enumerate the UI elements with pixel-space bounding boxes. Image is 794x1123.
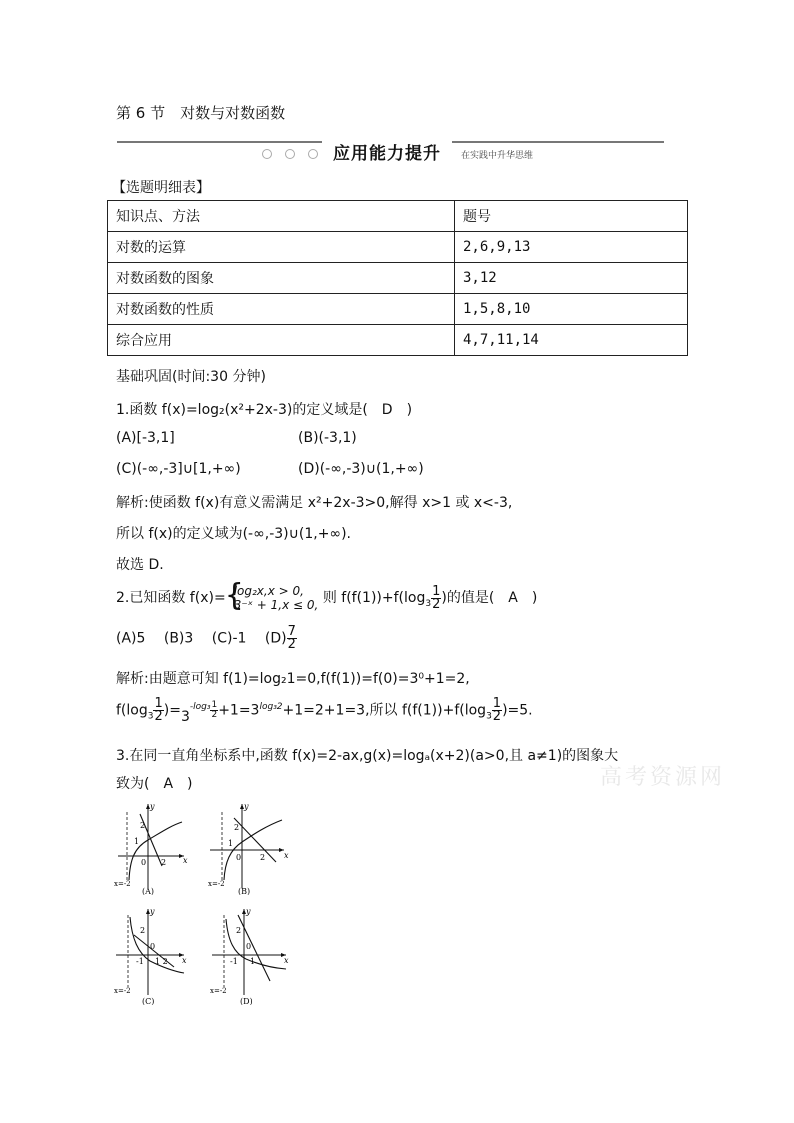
svg-text:2: 2 <box>236 926 242 935</box>
q2-options <box>116 626 297 651</box>
graph-label: (D) <box>240 997 253 1005</box>
piecewise-function <box>226 584 319 612</box>
piecewise-case: { log₂x,x > 0, <box>233 584 304 598</box>
table-cell: 对数函数的性质 <box>108 294 455 325</box>
asymptote-label: x=-2 <box>210 987 227 995</box>
table-cell: 4,7,11,14 <box>455 325 688 356</box>
table-header-row <box>108 201 688 232</box>
table-row <box>108 232 688 263</box>
svg-text:-1: -1 <box>230 957 238 966</box>
table-row <box>108 263 688 294</box>
banner-dot <box>308 149 318 159</box>
log-base: 3 <box>486 711 492 722</box>
q1-option-c: (C)(-∞,-3]∪[1,+∞) <box>116 461 241 477</box>
selection-table <box>107 200 688 356</box>
table-cell: 对数的运算 <box>108 232 455 263</box>
svg-text:2: 2 <box>140 821 146 830</box>
fraction <box>492 698 502 723</box>
graph-c <box>110 905 190 1005</box>
fraction-numerator: 1 <box>154 696 163 711</box>
fraction-numerator: 1 <box>492 696 502 711</box>
graph-a <box>110 800 190 895</box>
svg-text:0: 0 <box>246 942 252 951</box>
banner-title: 应用能力提升 <box>333 144 441 164</box>
svg-text:x: x <box>183 856 188 865</box>
fraction-denominator: 2 <box>211 710 218 720</box>
svg-text:x: x <box>182 956 187 965</box>
asymptote-label: x=-2 <box>114 987 131 995</box>
text: +1=2+1=3,所以 f(f(1))+f(log <box>282 702 487 719</box>
q1-option-d: (D)(-∞,-3)∪(1,+∞) <box>298 461 424 477</box>
svg-text:0: 0 <box>150 942 156 951</box>
svg-text:y: y <box>150 802 155 811</box>
section-title: 第 6 节 对数与对数函数 <box>116 104 286 122</box>
piecewise-case: 3⁻ˣ + 1,x ≤ 0, <box>233 598 319 612</box>
table-cell: 2,6,9,13 <box>455 232 688 263</box>
banner-rule-left <box>117 141 322 143</box>
graph-d <box>206 905 292 1005</box>
table-heading: 【选题明细表】 <box>112 180 210 196</box>
fraction-numerator: 1 <box>432 583 441 599</box>
text: 3 <box>180 708 190 725</box>
q2-solution-line <box>116 698 533 723</box>
svg-text:y: y <box>246 907 251 916</box>
svg-text:y: y <box>244 802 249 811</box>
banner-dot <box>262 149 272 159</box>
q2-stem <box>116 584 537 612</box>
banner-rule-right <box>452 141 664 143</box>
table-header-cell: 知识点、方法 <box>108 201 455 232</box>
q1-solution-line: 所以 f(x)的定义域为(-∞,-3)∪(1,+∞). <box>116 526 352 542</box>
svg-text:2: 2 <box>140 926 146 935</box>
section-subtitle: 基础巩固(时间:30 分钟) <box>116 369 266 385</box>
fraction-numerator: 1 <box>211 700 218 710</box>
q1-option-b: (B)(-3,1) <box>298 430 357 446</box>
svg-text:1 2: 1 2 <box>155 957 168 966</box>
graph-b <box>204 800 290 895</box>
q2-solution-line: 解析:由题意可知 f(1)=log₂1=0,f(f(1))=f(0)=3⁰+1=2, <box>116 671 470 687</box>
svg-text:0: 0 <box>236 853 242 862</box>
q1-option-a: (A)[-3,1] <box>116 430 175 446</box>
graph-label: (B) <box>238 887 251 895</box>
q2-options-text: (A)5 (B)3 (C)-1 (D) <box>116 630 287 647</box>
q2-suffix: )的值是( A ) <box>441 590 538 606</box>
q3-stem: 致为( A ) <box>116 776 193 792</box>
exponent: -log₃ <box>189 701 211 712</box>
fraction-denominator: 2 <box>492 709 502 724</box>
svg-text:x: x <box>284 956 289 965</box>
svg-text:0: 0 <box>141 858 147 867</box>
svg-text:-1: -1 <box>136 957 144 966</box>
banner-subtitle: 在实践中升华思维 <box>461 151 534 161</box>
q1-solution-line: 故选 D. <box>116 557 164 573</box>
fraction-denominator: 2 <box>154 709 163 724</box>
svg-text:1: 1 <box>134 837 140 846</box>
q2-prefix: 2.已知函数 f(x)= <box>116 590 226 606</box>
log-base: 3 <box>425 598 432 609</box>
svg-text:1: 1 <box>250 957 256 966</box>
graph-label: (C) <box>142 997 155 1005</box>
table-cell: 对数函数的图象 <box>108 263 455 294</box>
fraction-numerator: 7 <box>287 624 296 639</box>
text: )=5. <box>502 702 533 719</box>
q1-solution-line: 解析:使函数 f(x)有意义需满足 x²+2x-3>0,解得 x>1 或 x<-3, <box>116 495 513 511</box>
watermark: 高考资源网 <box>600 765 726 790</box>
table-row <box>108 294 688 325</box>
text: f(log <box>116 702 148 719</box>
fraction-denominator: 2 <box>287 637 296 652</box>
svg-text:2: 2 <box>260 853 266 862</box>
svg-text:2: 2 <box>234 823 240 832</box>
asymptote-label: x=-2 <box>114 880 131 888</box>
text: +1=3 <box>218 702 260 719</box>
fraction-denominator: 2 <box>432 596 441 612</box>
svg-text:y: y <box>150 907 155 916</box>
q3-stem: 3.在同一直角坐标系中,函数 f(x)=2-ax,g(x)=logₐ(x+2)(a>0,且 a≠1)的图象大 <box>116 748 619 764</box>
table-row <box>108 325 688 356</box>
svg-text:1: 1 <box>228 839 234 848</box>
table-header-cell: 题号 <box>455 201 688 232</box>
fraction <box>287 626 297 651</box>
fraction <box>153 698 163 723</box>
q2-mid: 则 f(f(1))+f(log <box>322 590 426 606</box>
svg-text:2: 2 <box>161 858 167 867</box>
table-cell: 3,12 <box>455 263 688 294</box>
exponent: log₃2 <box>259 701 283 712</box>
table-cell: 综合应用 <box>108 325 455 356</box>
graph-label: (A) <box>142 887 155 895</box>
svg-text:x: x <box>284 851 289 860</box>
asymptote-label: x=-2 <box>208 880 225 888</box>
text: )= <box>163 702 181 719</box>
banner-dot <box>285 149 295 159</box>
table-cell: 1,5,8,10 <box>455 294 688 325</box>
log-base: 3 <box>147 711 154 722</box>
fraction <box>431 583 441 612</box>
q1-stem: 1.函数 f(x)=log₂(x²+2x-3)的定义域是( D ) <box>116 402 413 418</box>
